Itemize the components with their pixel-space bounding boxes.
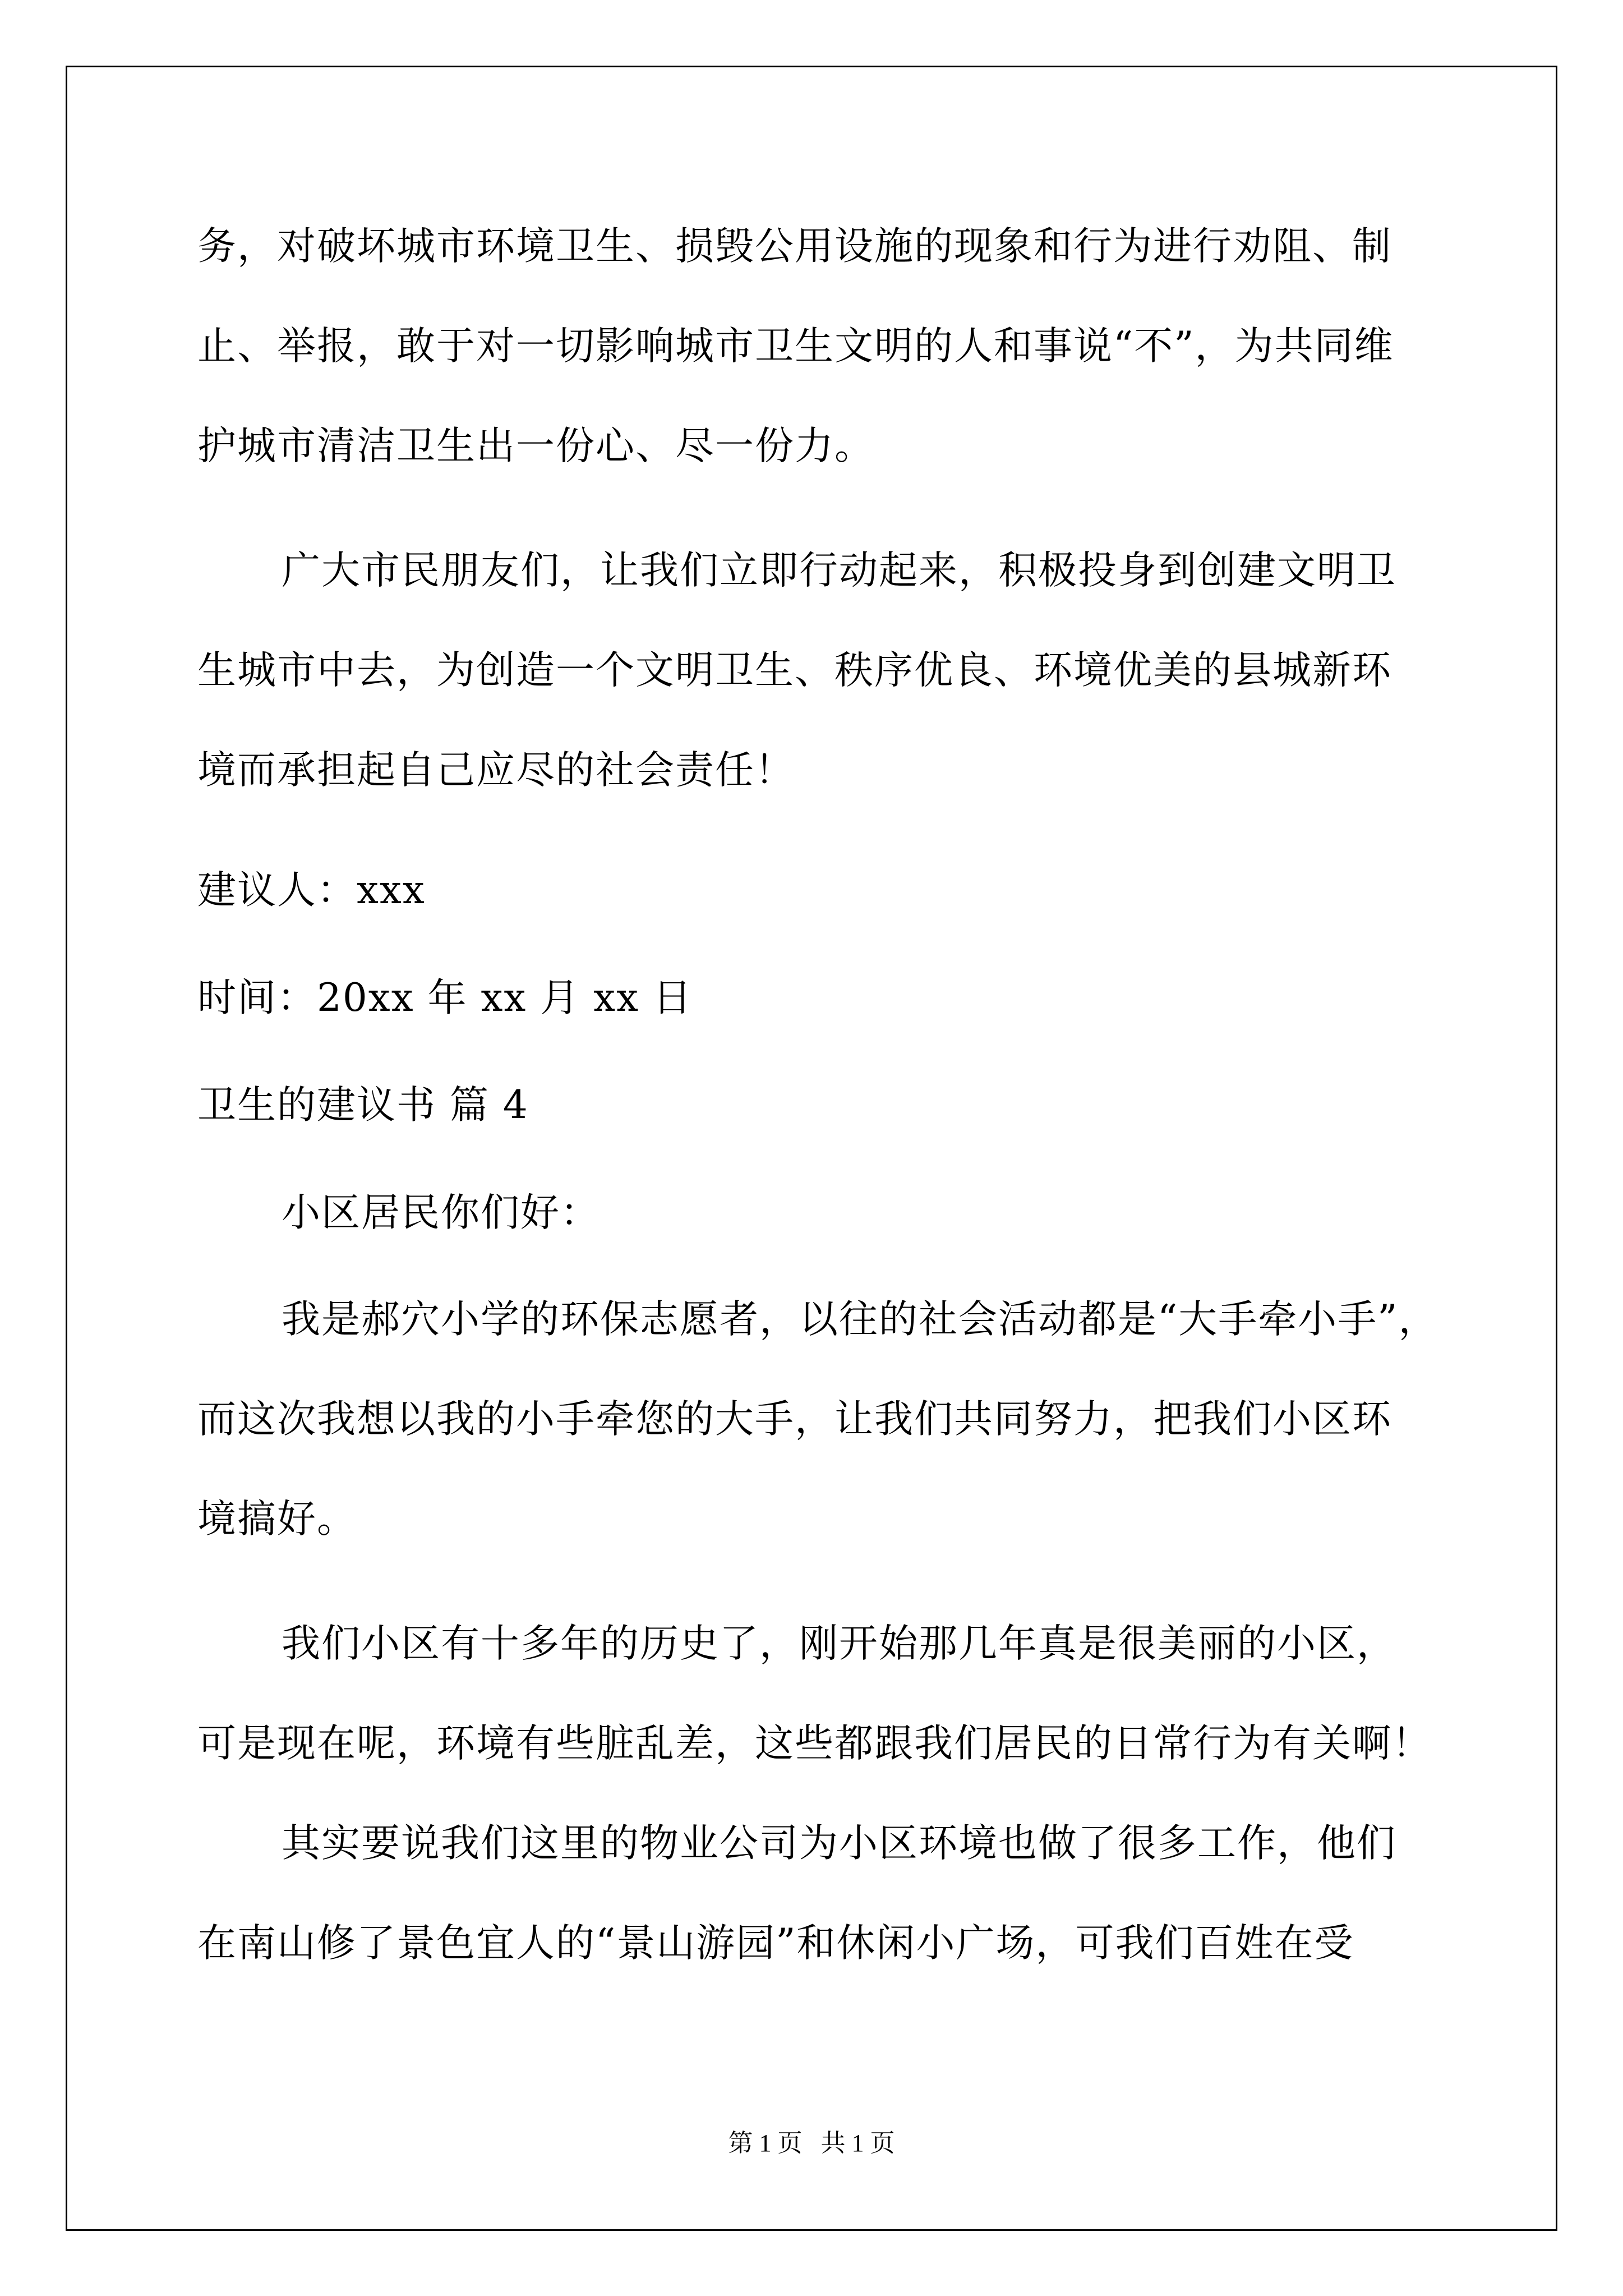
body-text-line: 而这次我想以我的小手牵您的大手，让我们共同努力，把我们小区环: [197, 1397, 1392, 1442]
page-border: [66, 66, 1557, 2231]
body-text-line: 务，对破坏城市环境卫生、损毁公用设施的现象和行为进行劝阻、制: [197, 224, 1392, 269]
body-text-line: 在南山修了景色宜人的“景山游园”和休闲小广场，可我们百姓在受: [197, 1921, 1354, 1966]
section-heading: 卫生的建议书 篇 4: [197, 1083, 529, 1128]
body-text-line: 生城市中去，为创造一个文明卫生、秩序优良、环境优美的县城新环: [197, 648, 1392, 693]
proposer-line: 建议人：xxx: [197, 868, 426, 913]
body-text-line: 境而承担起自己应尽的社会责任！: [197, 748, 795, 793]
date-line: 时间：20xx 年 xx 月 xx 日: [197, 976, 693, 1020]
body-text-line: 止、举报，敢于对一切影响城市卫生文明的人和事说“不”，为共同维: [197, 324, 1394, 369]
paragraph-first-line: 我们小区有十多年的历史了，刚开始那几年真是很美丽的小区，: [282, 1621, 1396, 1666]
paragraph-first-line: 其实要说我们这里的物业公司为小区环境也做了很多工作，他们: [282, 1821, 1396, 1866]
body-text-line: 护城市清洁卫生出一份心、尽一份力。: [197, 424, 874, 468]
paragraph-first-line: 我是郝穴小学的环保志愿者，以往的社会活动都是“大手牵小手”，: [282, 1297, 1438, 1342]
body-text-line: 境搞好。: [197, 1497, 357, 1542]
body-text-line: 可是现在呢，环境有些脏乱差，这些都跟我们居民的日常行为有关啊！: [197, 1721, 1432, 1766]
salutation: 小区居民你们好：: [282, 1190, 600, 1235]
page-footer: 第 1 页 共 1 页: [728, 2129, 895, 2157]
paragraph-first-line: 广大市民朋友们，让我们立即行动起来，积极投身到创建文明卫: [282, 548, 1396, 593]
